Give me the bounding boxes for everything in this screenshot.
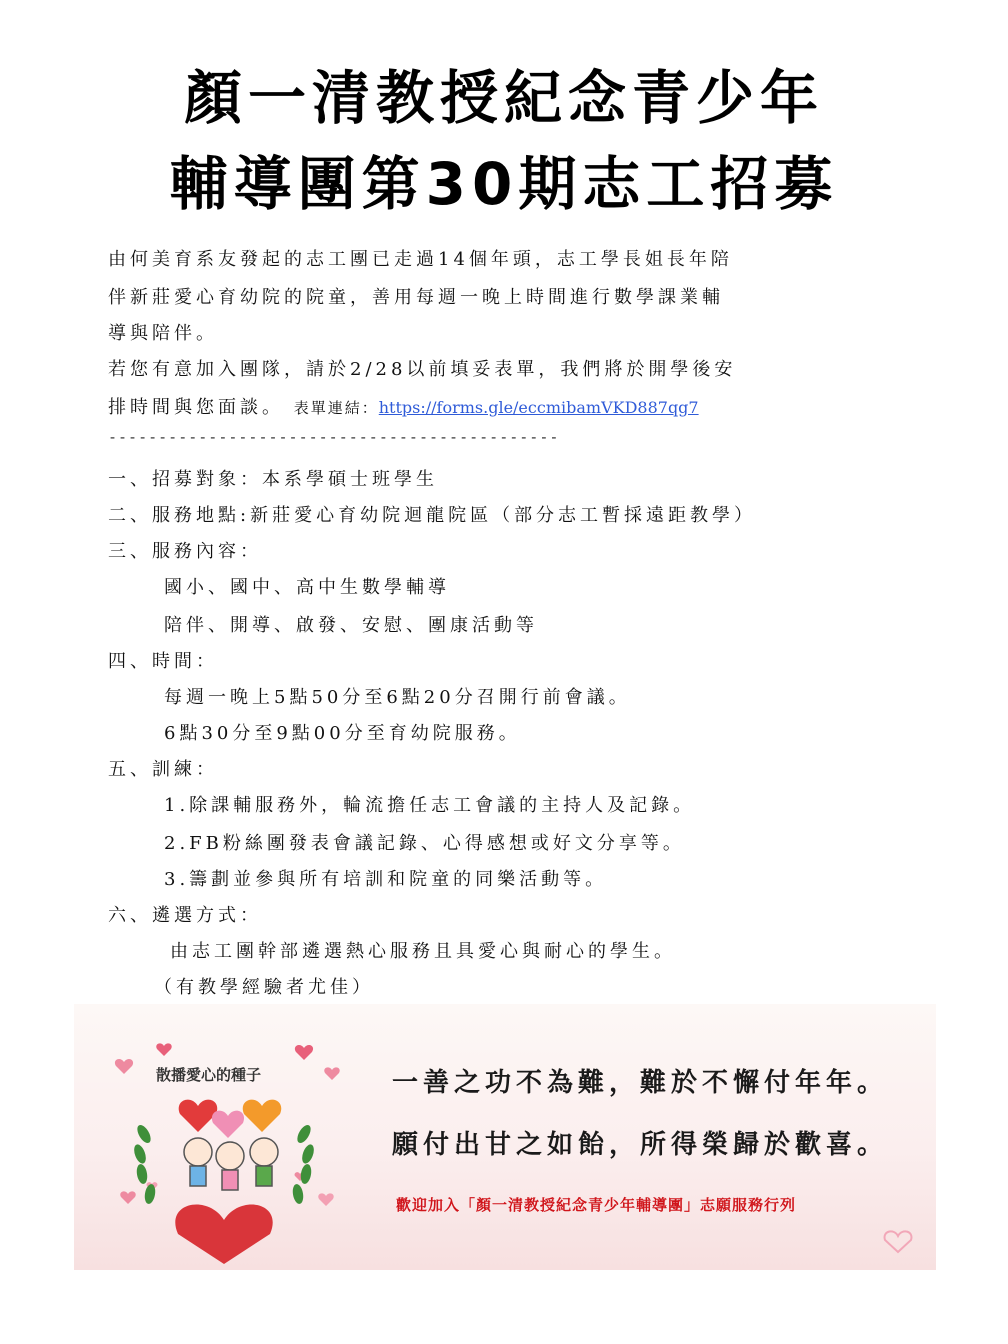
separator-line: --------------------------------------------- xyxy=(108,428,560,446)
welcome-message: 歡迎加入「顏一清教授紀念青少年輔導團」志願服務行列 xyxy=(396,1196,797,1214)
love-seeds-illustration xyxy=(104,1024,344,1264)
quote-line-1: 一善之功不為難，難於不懈付年年。 xyxy=(392,1068,889,1098)
section-training: 五、訓練： xyxy=(108,759,218,780)
form-link[interactable]: https://forms.gle/eccmibamVKD887qg7 xyxy=(378,398,699,417)
selection-item: 由志工團幹部遴選熱心服務且具愛心與耐心的學生。 xyxy=(170,941,676,962)
page-title-line1: 顏一清教授紀念青少年 xyxy=(183,64,824,132)
time-item: 6點30分至9點00分至育幼院服務。 xyxy=(164,723,521,744)
training-item: 2.FB粉絲團發表會議記錄、心得感想或好文分享等。 xyxy=(164,833,685,854)
quote-line-2: 願付出甘之如飴，所得榮歸於歡喜。 xyxy=(392,1130,889,1160)
outline-heart-icon xyxy=(880,1228,916,1258)
big-red-heart-icon xyxy=(175,1204,272,1264)
intro-text-line: 伴新莊愛心育幼院的院童，善用每週一晚上時間進行數學課業輔 xyxy=(108,287,724,308)
intro-text-segment: 排時間與您面談。 xyxy=(108,397,284,418)
selection-note: （有教學經驗者尤佳） xyxy=(154,977,374,998)
section-selection: 六、遴選方式： xyxy=(108,905,262,926)
section-recruit-target: 一、招募對象：本系學碩士班學生 xyxy=(108,469,438,490)
bottom-banner xyxy=(74,1004,936,1270)
training-item: 1.除課輔服務外，輪流擔任志工會議的主持人及記錄。 xyxy=(164,795,696,816)
orange-heart-balloon-icon xyxy=(243,1100,282,1132)
section-time: 四、時間： xyxy=(108,651,218,672)
service-content-item: 陪伴、開導、啟發、安慰、團康活動等 xyxy=(164,615,538,636)
intro-form-line xyxy=(108,396,908,420)
page-title-line2: 輔導團第30期志工招募 xyxy=(169,150,839,218)
form-link-label: 表單連結： xyxy=(293,399,379,417)
intro-text-line: 由何美育系友發起的志工團已走過14個年頭，志工學長姐長年陪 xyxy=(108,249,733,270)
red-heart-balloon-icon xyxy=(179,1100,218,1132)
training-item: 3.籌劃並參與所有培訓和院童的同樂活動等。 xyxy=(164,869,608,890)
section-service-location: 二、服務地點:新莊愛心育幼院迴龍院區（部分志工暫採遠距教學） xyxy=(108,505,757,526)
time-item: 每週一晚上5點50分至6點20分召開行前會議。 xyxy=(164,687,631,708)
badge-text: 散播愛心的種子 xyxy=(156,1066,262,1084)
section-service-content: 三、服務內容： xyxy=(108,541,262,562)
service-content-item: 國小、國中、高中生數學輔導 xyxy=(164,577,450,598)
intro-text-line: 若您有意加入團隊，請於2/28以前填妥表單，我們將於開學後安 xyxy=(108,359,737,380)
intro-text-line: 導與陪伴。 xyxy=(108,323,218,344)
children-icon xyxy=(184,1138,278,1190)
pink-heart-balloon-icon xyxy=(212,1111,244,1138)
